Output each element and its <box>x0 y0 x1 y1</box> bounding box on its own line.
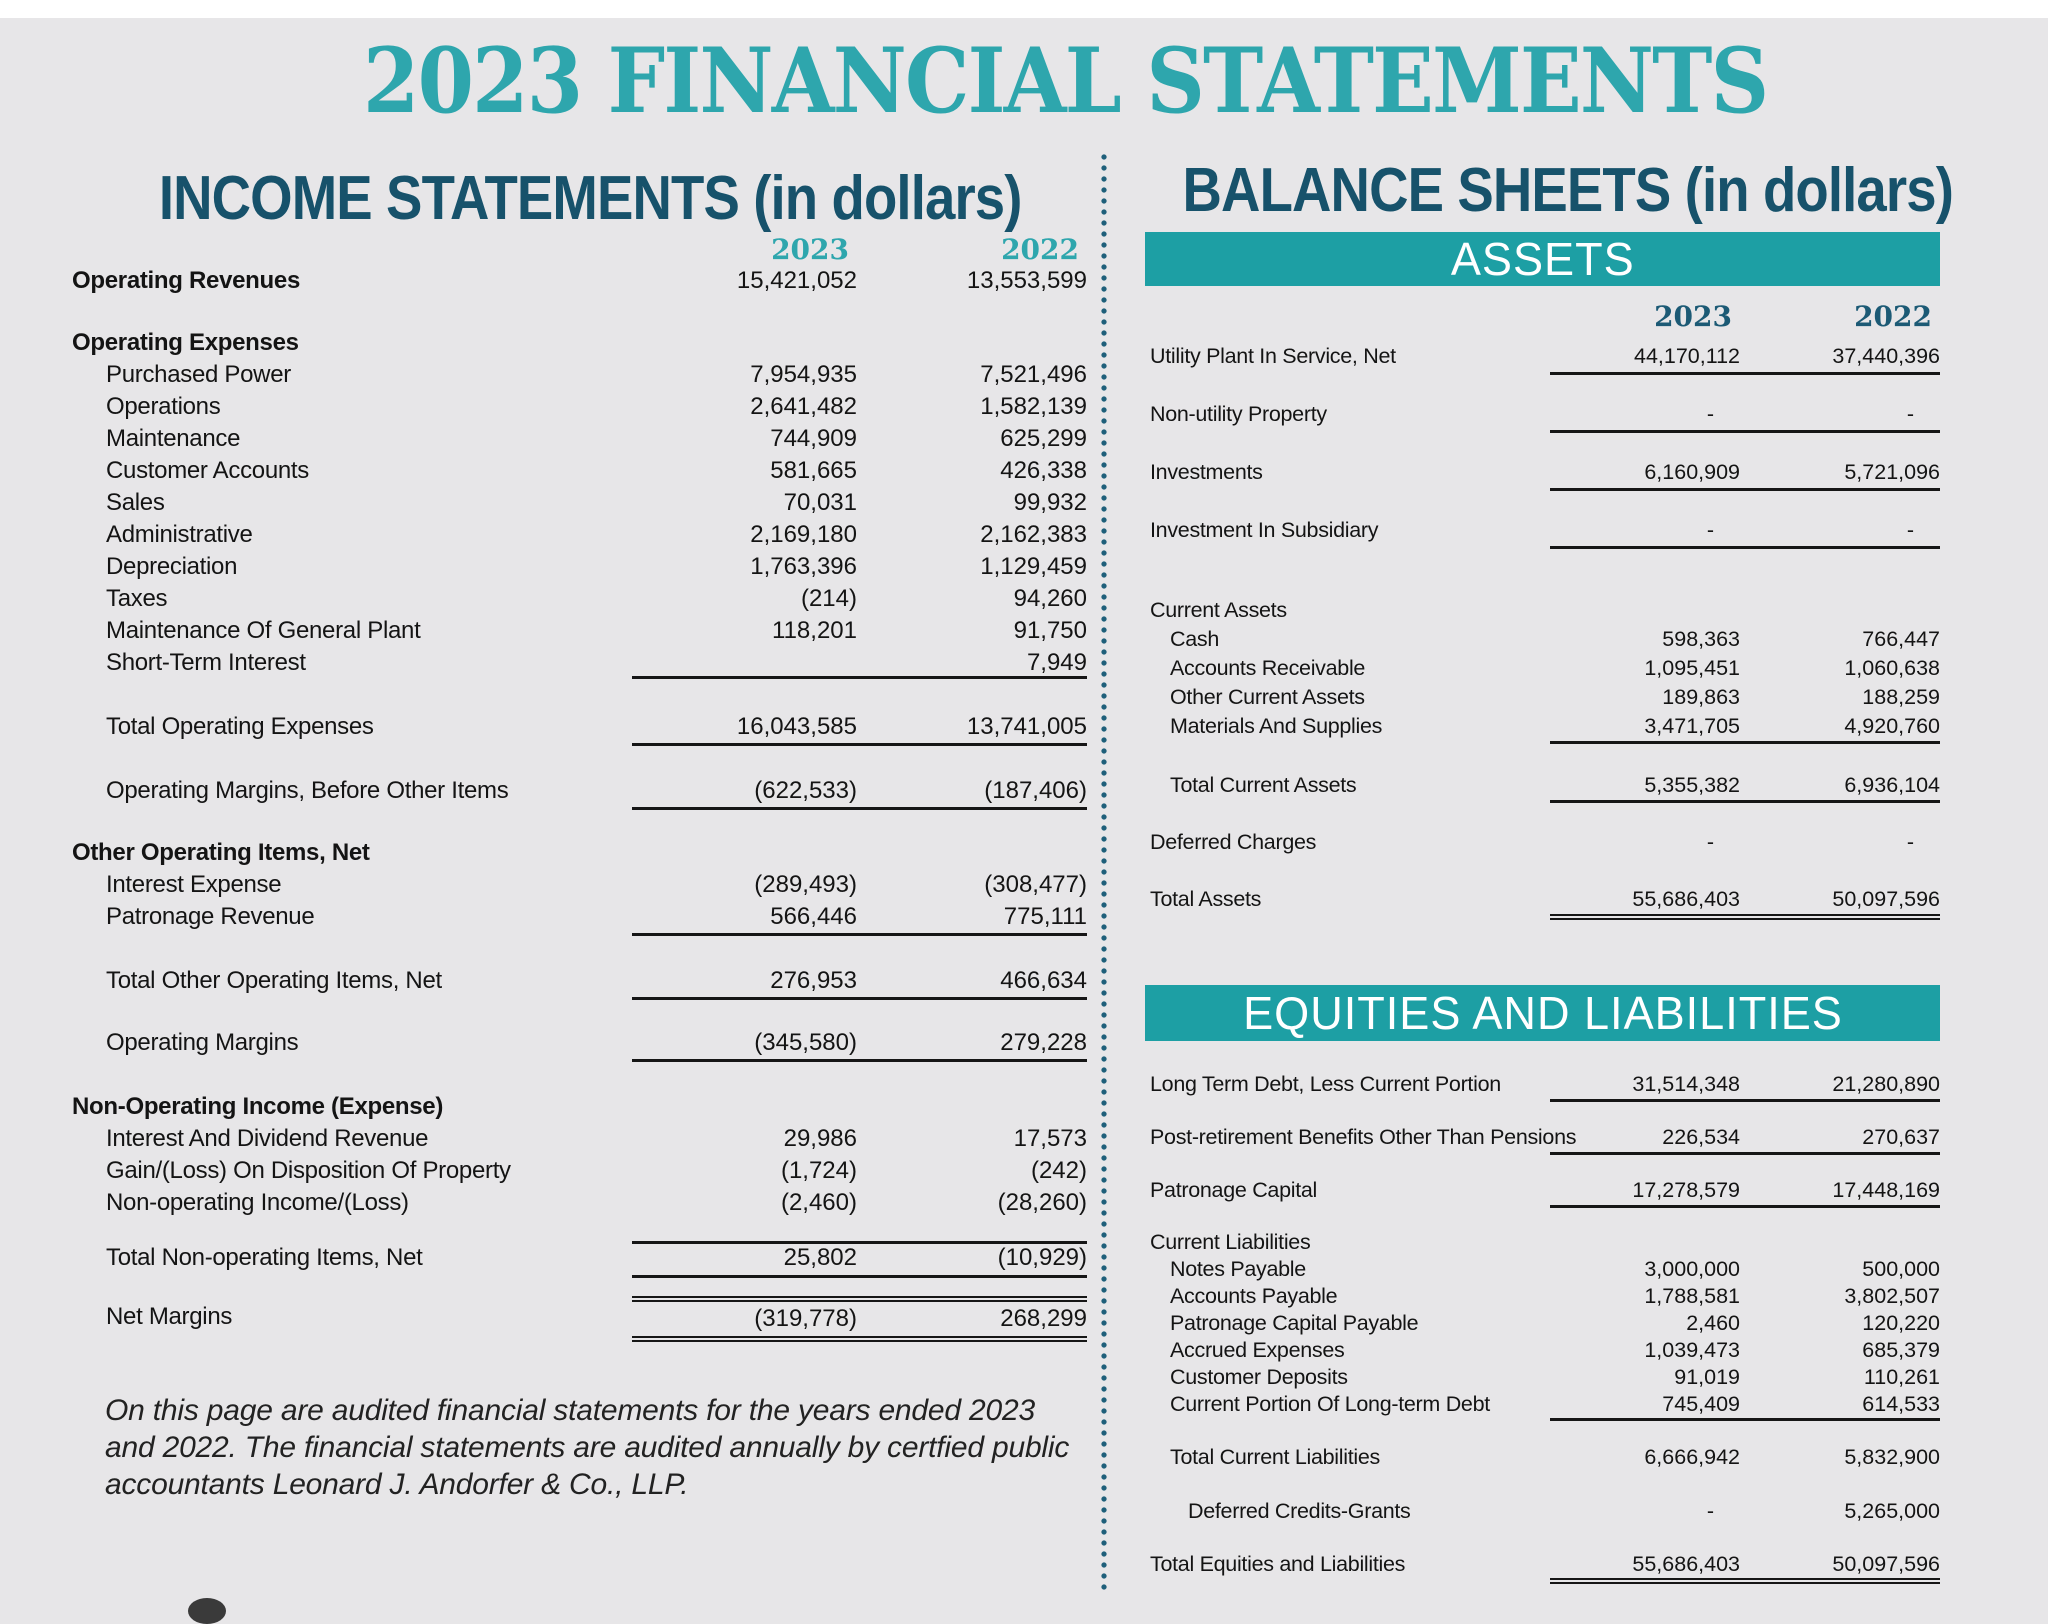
value-2023: 70,031 <box>783 489 857 516</box>
row-label: Maintenance <box>106 425 241 452</box>
value-2023 <box>632 327 857 359</box>
row-label: Long Term Debt, Less Current Portion <box>1150 1072 1501 1096</box>
value-2022 <box>1740 596 1940 625</box>
value-2022: 7,521,496 <box>980 361 1087 388</box>
value-2022: 50,097,596 <box>1740 885 1940 916</box>
value-2022: 99,932 <box>1013 489 1087 516</box>
row-spacer <box>72 807 1087 837</box>
balance-sheets-heading: BALANCE SHEETS (in dollars) <box>1182 156 1953 225</box>
value-2023: 3,000,000 <box>1644 1257 1740 1281</box>
value-2023 <box>632 837 857 869</box>
value-2023: 1,763,396 <box>750 553 857 580</box>
row-label: Customer Deposits <box>1170 1365 1348 1389</box>
value-2022: 4,920,760 <box>1740 712 1940 744</box>
table-row <box>1150 1256 1940 1283</box>
row-spacer <box>1150 1152 1940 1175</box>
table-row <box>72 1300 1087 1334</box>
table-row <box>1150 885 1940 914</box>
table-row <box>1150 1283 1940 1310</box>
value-2023: - <box>1706 830 1714 854</box>
table-row <box>1150 1444 1940 1471</box>
row-label: Interest And Dividend Revenue <box>106 1125 429 1152</box>
value-2022: 5,721,096 <box>1740 456 1940 491</box>
assets-table <box>1150 300 1940 914</box>
value-2022: 775,111 <box>857 901 1087 936</box>
table-row <box>72 1091 1087 1123</box>
row-spacer <box>1150 857 1940 885</box>
value-2022: 1,582,139 <box>980 393 1087 420</box>
row-label: Current Liabilities <box>1150 1230 1311 1254</box>
table-row <box>1150 1391 1940 1418</box>
value-2022: 17,448,169 <box>1740 1175 1940 1208</box>
row-spacer <box>1150 741 1940 771</box>
row-spacer <box>1150 1205 1940 1228</box>
table-row <box>1150 1122 1940 1152</box>
value-2023: 91,019 <box>1674 1365 1740 1389</box>
value-2022: 2022 <box>1001 233 1079 266</box>
value-2023: (289,493) <box>754 871 857 898</box>
value-2023 <box>1550 1228 1740 1256</box>
row-label: Non-utility Property <box>1150 402 1327 426</box>
value-2022: (242) <box>1030 1157 1087 1184</box>
row-label: Accrued Expenses <box>1170 1338 1345 1362</box>
value-2022: 37,440,396 <box>1740 340 1940 375</box>
value-2023: 1,039,473 <box>1644 1338 1740 1362</box>
value-2023: (622,533) <box>632 775 857 810</box>
value-2022: 614,533 <box>1740 1391 1940 1421</box>
row-spacer <box>72 1059 1087 1091</box>
table-row <box>1150 712 1940 741</box>
table-row <box>1150 1228 1940 1256</box>
table-row <box>72 455 1087 487</box>
value-2023: 744,909 <box>770 425 857 452</box>
value-2022: 21,280,890 <box>1740 1069 1940 1102</box>
value-2022: 3,802,507 <box>1844 1284 1940 1308</box>
row-spacer <box>72 743 1087 775</box>
value-2022: (10,929) <box>857 1241 1087 1278</box>
table-row <box>1150 683 1940 712</box>
row-label: Non-operating Income/(Loss) <box>106 1189 409 1216</box>
value-2023: 5,355,382 <box>1550 771 1740 803</box>
table-row <box>1150 398 1940 430</box>
value-2023: 2,641,482 <box>750 393 857 420</box>
value-2023: 276,953 <box>632 965 857 1000</box>
row-label: Operating Revenues <box>72 267 301 294</box>
row-spacer <box>1150 1418 1940 1444</box>
value-2023: 2,169,180 <box>750 521 857 548</box>
page-title: 2023 FINANCIAL STATEMENTS <box>362 28 1768 134</box>
value-2023: - <box>1550 514 1740 549</box>
income-statement-table <box>72 235 1087 1334</box>
value-2023: 15,421,052 <box>736 267 857 294</box>
table-row <box>72 1241 1087 1275</box>
value-2023: 118,201 <box>772 617 857 644</box>
row-label: Non-Operating Income (Expense) <box>72 1093 444 1120</box>
table-row <box>72 327 1087 359</box>
table-row <box>72 423 1087 455</box>
table-row <box>72 775 1087 807</box>
value-2023: (319,778) <box>632 1300 857 1338</box>
value-2022: 5,265,000 <box>1844 1499 1940 1523</box>
row-spacer <box>1150 488 1940 514</box>
value-2023: 189,863 <box>1662 685 1740 709</box>
row-label: Deferred Charges <box>1150 830 1317 854</box>
value-2022: 2022 <box>1854 300 1932 333</box>
table-row <box>72 235 1087 265</box>
value-2023: 17,278,579 <box>1550 1175 1740 1208</box>
row-label: Notes Payable <box>1170 1257 1306 1281</box>
table-row <box>1150 1551 1940 1578</box>
value-2022: 5,832,900 <box>1844 1445 1940 1469</box>
table-row <box>1150 771 1940 800</box>
row-label: Investments <box>1150 460 1263 484</box>
row-label: Accounts Payable <box>1170 1284 1338 1308</box>
row-label: Cash <box>1170 627 1219 651</box>
row-label <box>1150 300 1550 334</box>
row-label: Operating Margins <box>106 1029 299 1056</box>
row-label: Short-Term Interest <box>106 649 306 676</box>
row-label: Patronage Capital Payable <box>1170 1311 1419 1335</box>
value-2022: 766,447 <box>1862 627 1940 651</box>
value-2023: 745,409 <box>1550 1391 1740 1421</box>
value-2023: 581,665 <box>770 457 857 484</box>
value-2022: 188,259 <box>1862 685 1940 709</box>
value-2022: 50,097,596 <box>1740 1551 1940 1580</box>
row-spacer <box>1150 1099 1940 1122</box>
value-2022: 13,741,005 <box>857 711 1087 746</box>
value-2022: 279,228 <box>857 1027 1087 1062</box>
value-2022: 7,949 <box>1026 649 1087 676</box>
row-label: Administrative <box>106 521 253 548</box>
value-2022: (308,477) <box>984 871 1087 898</box>
row-label: Purchased Power <box>106 361 291 388</box>
table-row <box>72 359 1087 391</box>
value-2023 <box>632 647 857 679</box>
value-2022 <box>857 1091 1087 1123</box>
value-2022: 1,060,638 <box>1844 656 1940 680</box>
value-2023: 2023 <box>1654 300 1732 333</box>
row-spacer <box>1150 1525 1940 1551</box>
table-row <box>72 1187 1087 1219</box>
table-row <box>1150 596 1940 625</box>
page-corner-mark <box>188 1598 226 1624</box>
row-label: Gain/(Loss) On Disposition Of Property <box>106 1157 511 1184</box>
table-row <box>1150 1310 1940 1337</box>
value-2023: 2023 <box>771 233 849 266</box>
row-spacer <box>72 997 1087 1027</box>
table-row <box>1150 828 1940 857</box>
row-label: Sales <box>106 489 165 516</box>
row-label: Maintenance Of General Plant <box>106 617 421 644</box>
value-2022: 268,299 <box>857 1300 1087 1338</box>
value-2023: 55,686,403 <box>1550 1551 1740 1580</box>
value-2023: 3,471,705 <box>1550 712 1740 744</box>
audit-footnote <box>105 1392 1105 1503</box>
table-row <box>1150 514 1940 546</box>
row-label: Current Assets <box>1150 598 1287 622</box>
value-2022: - <box>1740 514 1940 549</box>
value-2023: (214) <box>800 585 857 612</box>
row-label: Patronage Capital <box>1150 1178 1318 1202</box>
row-label: Total Equities and Liabilities <box>1150 1552 1406 1576</box>
value-2022: 110,261 <box>1863 1365 1940 1389</box>
row-label: Patronage Revenue <box>106 903 315 930</box>
table-row <box>72 711 1087 743</box>
table-row <box>72 551 1087 583</box>
table-row <box>1150 654 1940 683</box>
value-2023: 29,986 <box>783 1125 857 1152</box>
row-spacer <box>72 297 1087 327</box>
table-row <box>72 869 1087 901</box>
top-white-strip <box>0 0 2048 18</box>
value-2023: 6,160,909 <box>1550 456 1740 491</box>
equities-liabilities-table <box>1150 1069 1940 1578</box>
value-2023: - <box>1706 1499 1714 1523</box>
table-row <box>72 583 1087 615</box>
row-label: Operating Margins, Before Other Items <box>106 777 509 804</box>
value-2022: 1,129,459 <box>980 553 1087 580</box>
value-2022: 2,162,383 <box>980 521 1087 548</box>
value-2022: - <box>1906 830 1914 854</box>
table-row <box>72 647 1087 679</box>
table-row <box>72 1155 1087 1187</box>
value-2023: 598,363 <box>1662 627 1740 651</box>
footnote-line: On this page are audited financial statements for the years ended 2023 <box>105 1394 1035 1427</box>
value-2023: 566,446 <box>632 901 857 936</box>
row-label: Customer Accounts <box>106 457 309 484</box>
value-2023: (2,460) <box>780 1189 857 1216</box>
page-title-wrap <box>80 28 2048 134</box>
value-2022: 91,750 <box>1013 617 1087 644</box>
row-spacer <box>1150 372 1940 398</box>
table-row <box>72 487 1087 519</box>
value-2023: 2,460 <box>1686 1311 1740 1335</box>
row-label: Other Current Assets <box>1170 685 1365 709</box>
value-2022 <box>1740 1228 1940 1256</box>
table-row <box>72 901 1087 933</box>
table-row <box>1150 300 1940 334</box>
row-spacer <box>1150 430 1940 456</box>
row-label: Total Other Operating Items, Net <box>106 967 442 994</box>
value-2023: 226,534 <box>1550 1122 1740 1155</box>
row-label: Materials And Supplies <box>1170 714 1383 738</box>
row-label: Operating Expenses <box>72 329 299 356</box>
row-label: Taxes <box>106 585 168 612</box>
table-row <box>72 265 1087 297</box>
footnote-line: and 2022. The financial statements are audited annually by certfied public <box>105 1431 1070 1464</box>
value-2022 <box>857 837 1087 869</box>
row-label: Total Assets <box>1150 887 1262 911</box>
table-row <box>72 519 1087 551</box>
value-2022: 6,936,104 <box>1740 771 1940 803</box>
table-row <box>72 965 1087 997</box>
table-row <box>1150 1069 1940 1099</box>
value-2023: 44,170,112 <box>1550 340 1740 375</box>
value-2022: - <box>1740 398 1940 433</box>
value-2022: 466,634 <box>857 965 1087 1000</box>
row-spacer <box>72 679 1087 711</box>
value-2022: 270,637 <box>1740 1122 1940 1155</box>
row-label: Post-retirement Benefits Other Than Pensions <box>1150 1125 1577 1149</box>
value-2023: 31,514,348 <box>1550 1069 1740 1102</box>
value-2023: 1,788,581 <box>1644 1284 1740 1308</box>
value-2023 <box>1550 596 1740 625</box>
income-statements-heading: INCOME STATEMENTS (in dollars) <box>158 164 1022 233</box>
table-row <box>1150 625 1940 654</box>
row-label <box>72 235 632 265</box>
row-spacer <box>72 1219 1087 1241</box>
row-label: Deferred Credits-Grants <box>1188 1499 1411 1523</box>
value-2022: 17,573 <box>1013 1125 1087 1152</box>
row-label: Current Portion Of Long-term Debt <box>1170 1392 1490 1416</box>
value-2023: 7,954,935 <box>750 361 857 388</box>
row-label: Net Margins <box>106 1303 233 1330</box>
value-2023: 6,666,942 <box>1644 1445 1740 1469</box>
value-2023: - <box>1550 398 1740 433</box>
row-label: Total Non-operating Items, Net <box>106 1244 423 1271</box>
value-2022: 13,553,599 <box>966 267 1087 294</box>
row-label: Total Current Liabilities <box>1170 1445 1380 1469</box>
row-label: Other Operating Items, Net <box>72 839 370 866</box>
table-row <box>72 837 1087 869</box>
row-label: Investment In Subsidiary <box>1150 518 1379 542</box>
value-2022: 94,260 <box>1013 585 1087 612</box>
dotted-divider <box>1101 152 1107 1592</box>
value-2022: 500,000 <box>1862 1257 1940 1281</box>
table-row <box>1150 1498 1940 1525</box>
row-spacer <box>72 933 1087 965</box>
value-2022: (187,406) <box>857 775 1087 810</box>
value-2023: 55,686,403 <box>1550 885 1740 916</box>
value-2022: 426,338 <box>1000 457 1087 484</box>
row-spacer <box>1150 800 1940 828</box>
table-row <box>72 1027 1087 1059</box>
row-spacer <box>1150 1471 1940 1498</box>
row-label: Total Operating Expenses <box>106 713 374 740</box>
value-2022: 685,379 <box>1862 1338 1940 1362</box>
row-label: Utility Plant In Service, Net <box>1150 344 1396 368</box>
equities-liabilities-banner: EQUITIES AND LIABILITIES <box>1145 985 1940 1041</box>
value-2023: 1,095,451 <box>1644 656 1740 680</box>
value-2023 <box>632 1091 857 1123</box>
value-2022 <box>857 327 1087 359</box>
table-row <box>1150 1337 1940 1364</box>
row-label: Accounts Receivable <box>1170 656 1366 680</box>
table-row <box>1150 340 1940 372</box>
table-row <box>1150 456 1940 488</box>
table-row <box>1150 1364 1940 1391</box>
row-spacer <box>1150 546 1940 596</box>
row-label: Depreciation <box>106 553 238 580</box>
value-2022: 120,220 <box>1862 1311 1940 1335</box>
table-row <box>72 1123 1087 1155</box>
row-label: Operations <box>106 393 221 420</box>
table-row <box>72 615 1087 647</box>
footnote-line: accountants Leonard J. Andorfer & Co., LLP. <box>105 1468 689 1501</box>
value-2023: (345,580) <box>632 1027 857 1062</box>
assets-banner: ASSETS <box>1145 232 1940 286</box>
value-2022: (28,260) <box>997 1189 1087 1216</box>
table-row <box>1150 1175 1940 1205</box>
row-label: Interest Expense <box>106 871 282 898</box>
value-2023: 25,802 <box>632 1241 857 1278</box>
row-label: Total Current Assets <box>1170 773 1357 797</box>
value-2023: 16,043,585 <box>632 711 857 746</box>
value-2022: 625,299 <box>1000 425 1087 452</box>
table-row <box>72 391 1087 423</box>
value-2023: (1,724) <box>780 1157 857 1184</box>
